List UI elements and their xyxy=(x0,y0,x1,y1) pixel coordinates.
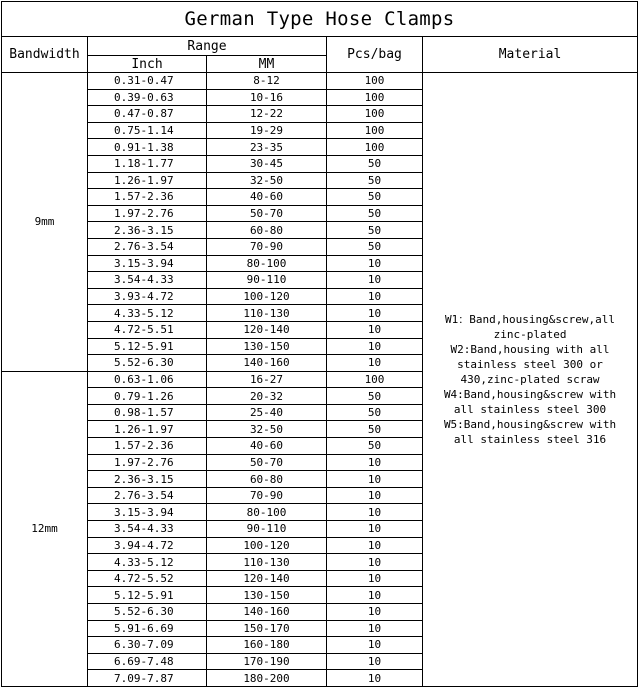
mm-range-cell: 40-60 xyxy=(207,189,327,206)
mm-range-cell: 120-140 xyxy=(207,321,327,338)
pcs-per-bag-cell: 10 xyxy=(327,454,423,471)
mm-range-cell: 110-130 xyxy=(207,554,327,571)
inch-range-cell: 0.63-1.06 xyxy=(88,371,207,388)
pcs-per-bag-cell: 50 xyxy=(327,155,423,172)
pcs-per-bag-cell: 10 xyxy=(327,637,423,654)
header-material: Material xyxy=(423,37,638,73)
mm-range-cell: 19-29 xyxy=(207,122,327,139)
pcs-per-bag-cell: 50 xyxy=(327,388,423,405)
mm-range-cell: 140-160 xyxy=(207,604,327,621)
mm-range-cell: 60-80 xyxy=(207,222,327,239)
pcs-per-bag-cell: 10 xyxy=(327,521,423,538)
pcs-per-bag-cell: 50 xyxy=(327,421,423,438)
mm-range-cell: 140-160 xyxy=(207,355,327,372)
mm-range-cell: 12-22 xyxy=(207,106,327,123)
hose-clamp-table xyxy=(1,1,638,687)
mm-range-cell: 80-100 xyxy=(207,504,327,521)
mm-range-cell: 130-150 xyxy=(207,587,327,604)
inch-range-cell: 6.30-7.09 xyxy=(88,637,207,654)
bandwidth-cell: 9mm xyxy=(2,73,88,372)
pcs-per-bag-cell: 10 xyxy=(327,604,423,621)
material-line: W5:Band,housing&screw with xyxy=(443,417,617,431)
mm-range-cell: 90-110 xyxy=(207,521,327,538)
mm-range-cell: 60-80 xyxy=(207,471,327,488)
inch-range-cell: 4.72-5.51 xyxy=(88,321,207,338)
pcs-per-bag-cell: 100 xyxy=(327,139,423,156)
pcs-per-bag-cell: 50 xyxy=(327,189,423,206)
inch-range-cell: 3.93-4.72 xyxy=(88,288,207,305)
mm-range-cell: 70-90 xyxy=(207,487,327,504)
inch-range-cell: 4.33-5.12 xyxy=(88,554,207,571)
pcs-per-bag-cell: 10 xyxy=(327,537,423,554)
inch-range-cell: 2.76-3.54 xyxy=(88,238,207,255)
inch-range-cell: 5.12-5.91 xyxy=(88,338,207,355)
material-line: W4:Band,housing&screw with xyxy=(443,387,617,401)
material-line: 430,zinc-plated scraw xyxy=(460,372,600,386)
pcs-per-bag-cell: 100 xyxy=(327,89,423,106)
mm-range-cell: 25-40 xyxy=(207,404,327,421)
inch-range-cell: 0.39-0.63 xyxy=(88,89,207,106)
inch-range-cell: 2.36-3.15 xyxy=(88,471,207,488)
mm-range-cell: 23-35 xyxy=(207,139,327,156)
mm-range-cell: 30-45 xyxy=(207,155,327,172)
pcs-per-bag-cell: 10 xyxy=(327,471,423,488)
header-mm: MM xyxy=(207,56,327,73)
pcs-per-bag-cell: 10 xyxy=(327,321,423,338)
inch-range-cell: 1.97-2.76 xyxy=(88,205,207,222)
inch-range-cell: 5.52-6.30 xyxy=(88,604,207,621)
pcs-per-bag-cell: 100 xyxy=(327,122,423,139)
mm-range-cell: 100-120 xyxy=(207,537,327,554)
inch-range-cell: 3.54-4.33 xyxy=(88,272,207,289)
pcs-per-bag-cell: 50 xyxy=(327,205,423,222)
inch-range-cell: 3.54-4.33 xyxy=(88,521,207,538)
inch-range-cell: 3.15-3.94 xyxy=(88,504,207,521)
pcs-per-bag-cell: 100 xyxy=(327,371,423,388)
pcs-per-bag-cell: 10 xyxy=(327,487,423,504)
mm-range-cell: 50-70 xyxy=(207,205,327,222)
inch-range-cell: 7.09-7.87 xyxy=(88,670,207,687)
mm-range-cell: 90-110 xyxy=(207,272,327,289)
inch-range-cell: 0.79-1.26 xyxy=(88,388,207,405)
inch-range-cell: 3.15-3.94 xyxy=(88,255,207,272)
mm-range-cell: 120-140 xyxy=(207,570,327,587)
mm-range-cell: 70-90 xyxy=(207,238,327,255)
header-pcs-bag: Pcs/bag xyxy=(327,37,423,73)
pcs-per-bag-cell: 10 xyxy=(327,355,423,372)
mm-range-cell: 10-16 xyxy=(207,89,327,106)
table-body xyxy=(2,73,638,687)
inch-range-cell: 4.33-5.12 xyxy=(88,305,207,322)
inch-range-cell: 2.76-3.54 xyxy=(88,487,207,504)
inch-range-cell: 4.72-5.52 xyxy=(88,570,207,587)
pcs-per-bag-cell: 10 xyxy=(327,670,423,687)
pcs-per-bag-cell: 10 xyxy=(327,338,423,355)
mm-range-cell: 40-60 xyxy=(207,438,327,455)
inch-range-cell: 1.97-2.76 xyxy=(88,454,207,471)
header-range: Range xyxy=(88,37,327,56)
inch-range-cell: 5.91-6.69 xyxy=(88,620,207,637)
inch-range-cell: 5.12-5.91 xyxy=(88,587,207,604)
pcs-per-bag-cell: 50 xyxy=(327,222,423,239)
mm-range-cell: 16-27 xyxy=(207,371,327,388)
pcs-per-bag-cell: 50 xyxy=(327,172,423,189)
mm-range-cell: 160-180 xyxy=(207,637,327,654)
mm-range-cell: 130-150 xyxy=(207,338,327,355)
pcs-per-bag-cell: 100 xyxy=(327,106,423,123)
pcs-per-bag-cell: 50 xyxy=(327,404,423,421)
mm-range-cell: 32-50 xyxy=(207,172,327,189)
mm-range-cell: 20-32 xyxy=(207,388,327,405)
inch-range-cell: 0.31-0.47 xyxy=(88,73,207,90)
pcs-per-bag-cell: 10 xyxy=(327,305,423,322)
mm-range-cell: 180-200 xyxy=(207,670,327,687)
inch-range-cell: 0.47-0.87 xyxy=(88,106,207,123)
inch-range-cell: 0.91-1.38 xyxy=(88,139,207,156)
material-line: W2:Band,housing with all xyxy=(450,342,610,356)
table-title: German Type Hose Clamps xyxy=(2,2,638,37)
inch-range-cell: 5.52-6.30 xyxy=(88,355,207,372)
material-line: all stainless steel 300 xyxy=(453,402,607,416)
inch-range-cell: 1.26-1.97 xyxy=(88,172,207,189)
mm-range-cell: 170-190 xyxy=(207,653,327,670)
mm-range-cell: 100-120 xyxy=(207,288,327,305)
pcs-per-bag-cell: 10 xyxy=(327,288,423,305)
pcs-per-bag-cell: 10 xyxy=(327,554,423,571)
pcs-per-bag-cell: 10 xyxy=(327,272,423,289)
material-line: all stainless steel 316 xyxy=(453,432,607,446)
bandwidth-cell: 12mm xyxy=(2,371,88,686)
pcs-per-bag-cell: 50 xyxy=(327,438,423,455)
pcs-per-bag-cell: 10 xyxy=(327,620,423,637)
mm-range-cell: 8-12 xyxy=(207,73,327,90)
inch-range-cell: 1.57-2.36 xyxy=(88,438,207,455)
mm-range-cell: 80-100 xyxy=(207,255,327,272)
material-line: W1：Band,housing&screw,all xyxy=(445,312,615,326)
pcs-per-bag-cell: 10 xyxy=(327,255,423,272)
pcs-per-bag-cell: 10 xyxy=(327,587,423,604)
mm-range-cell: 32-50 xyxy=(207,421,327,438)
material-line: zinc-plated xyxy=(493,327,567,341)
inch-range-cell: 6.69-7.48 xyxy=(88,653,207,670)
header-inch: Inch xyxy=(88,56,207,73)
pcs-per-bag-cell: 10 xyxy=(327,653,423,670)
inch-range-cell: 3.94-4.72 xyxy=(88,537,207,554)
header-bandwidth: Bandwidth xyxy=(2,37,88,73)
inch-range-cell: 0.98-1.57 xyxy=(88,404,207,421)
pcs-per-bag-cell: 50 xyxy=(327,238,423,255)
inch-range-cell: 1.26-1.97 xyxy=(88,421,207,438)
inch-range-cell: 2.36-3.15 xyxy=(88,222,207,239)
pcs-per-bag-cell: 10 xyxy=(327,504,423,521)
material-line: stainless steel 300 or xyxy=(457,357,603,371)
inch-range-cell: 1.18-1.77 xyxy=(88,155,207,172)
pcs-per-bag-cell: 100 xyxy=(327,73,423,90)
mm-range-cell: 150-170 xyxy=(207,620,327,637)
material-cell xyxy=(423,73,638,687)
table-row xyxy=(2,73,638,90)
pcs-per-bag-cell: 10 xyxy=(327,570,423,587)
mm-range-cell: 50-70 xyxy=(207,454,327,471)
mm-range-cell: 110-130 xyxy=(207,305,327,322)
inch-range-cell: 1.57-2.36 xyxy=(88,189,207,206)
inch-range-cell: 0.75-1.14 xyxy=(88,122,207,139)
